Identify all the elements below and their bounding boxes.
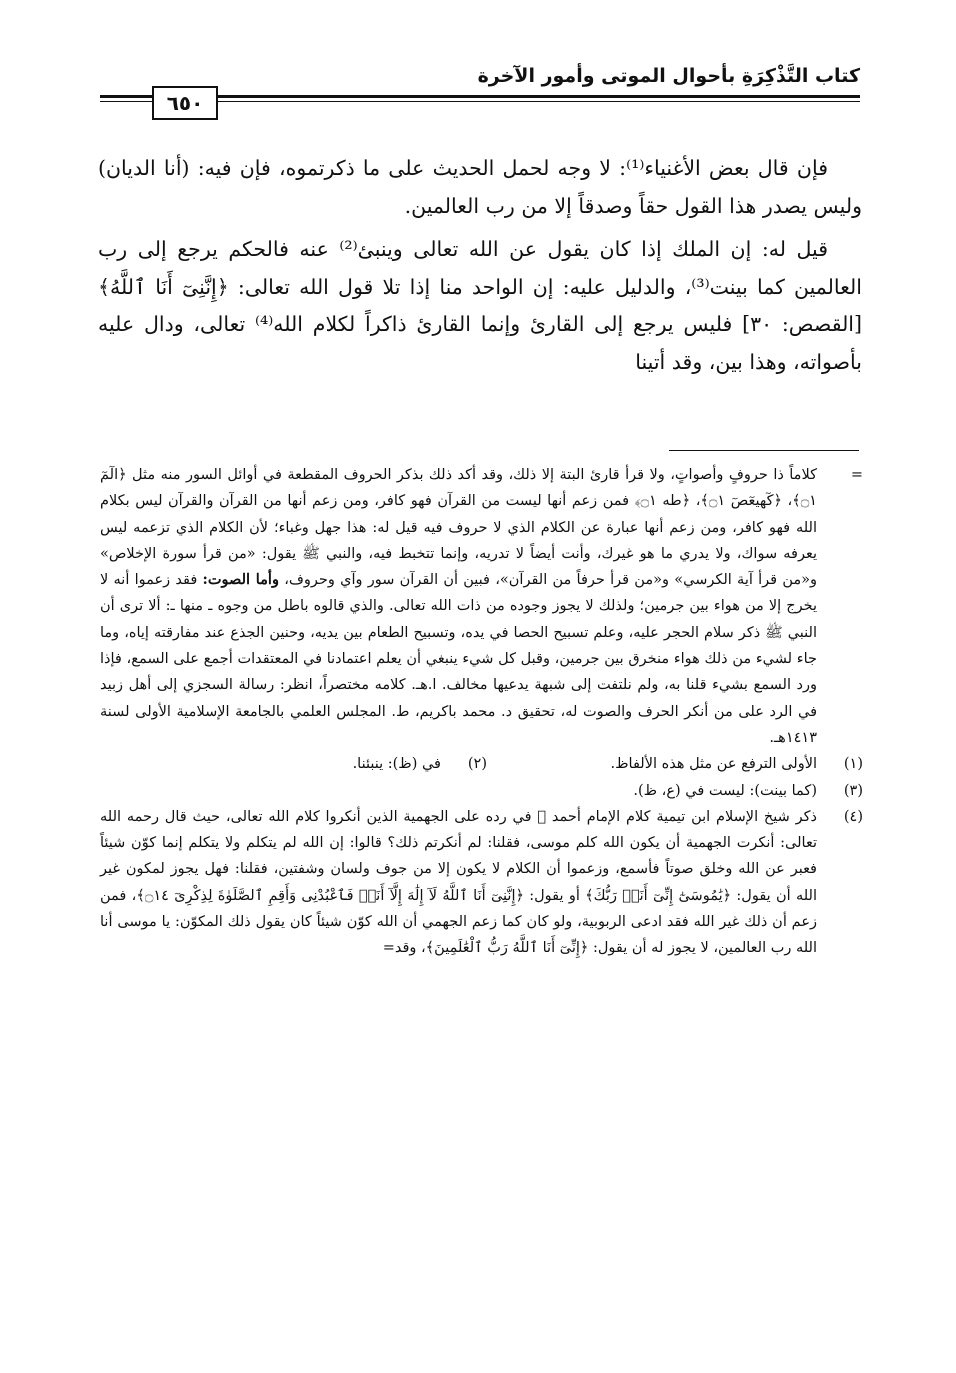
footnote-3 (100, 778, 863, 804)
footnote-continuation (100, 462, 863, 751)
footnote-divider (669, 450, 859, 451)
continuation-text-b: فقد زعموا أنه لا يخرج إلا من هواء بين جرمين؛ ولذلك لا يجوز وجوده من ذات الله تعالى. والذي قالوه باطل من وجوه ـ منها ـ: ألا ترى أن النبي ﷺ ذكر سلام الحجر عليه، وعلم تسبيح الحصا في يده، وتسبيح الطعام بين يديه، وحنين الجذع عند مفارقته إياه، وما جاء لشيء من ذلك هواء منخرق بين جرمين، وقبل كل شيء ينبغي أن يعلم اعتمادنا في المعتقدات أجمع على السمع، فإذا ورد السمع بشيء قلنا به، ولم نلتفت إلى شبهة يدعيها مخالف. ا.هـ. كلامه مختصراً، انظر: رسالة السجزي إلى أهل زبيد في الرد على من أنكر الحرف والصوت له، تحقيق د. محمد باكريم، ط. المجلس العلمي بالجامعة الإسلامية الأولى لسنة ١٤١٣هـ. (100, 572, 817, 746)
footnote-4-number: (٤) (843, 808, 863, 825)
footnote-1-number: (١) (843, 756, 863, 773)
continuation-bold: وأما الصوت: (202, 571, 279, 589)
continuation-marker: = (850, 467, 863, 483)
footnote-4 (100, 804, 863, 962)
footnotes (100, 462, 863, 962)
book-title: كتاب التَّذْكِرَةِ بأحوال الموتى وأمور الآخرة (477, 65, 860, 87)
footnote-3-number: (٣) (843, 782, 863, 799)
footnote-2 (353, 751, 487, 777)
paragraph-2: قيل له: إن الملك إذا كان يقول عن الله تعالى وينبئ⁽²⁾ عنه فالحكم يرجع إلى رب العالمين كما بينت⁽³⁾، والدليل عليه: إن الواحد منا إذا تلا قول الله تعالى: ﴿إِنَّنِىٓ أَنَا ٱللَّهُ﴾ [القصص: ٣٠] فليس يرجع إلى القارئ وإنما القارئ ذاكراً لكلام الله⁽⁴⁾ تعالى، ودال عليه بأصواته، وهذا بين، وقد أتينا (98, 237, 863, 374)
footnote-2-text: في (ظ): ينبئنا. (352, 756, 441, 773)
continuation-text-a: كلاماً ذا حروفٍ وأصواتٍ، ولا قرأ قارئ البتة إلا ذلك، وقد أكد ذلك بذكر الحروف المقطعة في أوائل السور منه مثل ﴿الٓمٓ ۝١﴾، ﴿كٓهيعٓصٓ ۝١﴾، ﴿طه ۝١﴾ فمن زعم أنها ليست من القرآن فهو كافر، ومن زعم أنها من القرآن والقرآن ليس بكلام الله فهو كافر، ومن زعم أنها عبارة عن الكلام الذي لا حروف فيه قيل له: هذا جهل وغباء؛ لأن الكلام الذي تزعمه ليس يعرفه سواك، ولا يدري ما هو غيرك، وأنت أيضاً لا تدريه، وإنما تتخبط فيه، والنبي ﷺ يقول: «من قرأ سورة الإخلاص» و«من قرأ آية الكرسي» و«من قرأ حرفاً من القرآن»، فبين أن القرآن سور وآي وحروف، (100, 467, 818, 589)
paragraph-1: فإن قال بعض الأغنياء⁽¹⁾: لا وجه لحمل الحديث على ما ذكرتموه، فإن فيه: (أنا الديان) وليس يصدر هذا القول حقاً وصدقاً إلا من رب العالمين. (98, 156, 862, 218)
footnote-2-number: (٢) (467, 756, 487, 773)
footnote-3-text: (كما بينت): ليست في (ع، ظ). (633, 782, 817, 799)
footnote-1-text: الأولى الترفع عن مثل هذه الألفاظ. (610, 756, 817, 773)
footnote-1 (487, 751, 863, 777)
page-header (100, 62, 860, 126)
footnote-row-1-2 (100, 751, 863, 777)
page-number: ٦٥٠ (152, 86, 218, 120)
main-text (98, 150, 862, 387)
footnote-4-text: ذكر شيخ الإسلام ابن تيمية كلام الإمام أحمد ؒ في رده على الجهمية الذين أنكروا كلام الله تعالى، حيث قال رحمه الله تعالى: أنكرت الجهمية أن يكون الله كلم موسى، فقلنا: لم أنكرتم ذلك؟ قالوا: إن الله لم يتكلم ولا يتكلم إنما كوّن شيئاً فعبر عن الله وخلق صوتاً فأسمع، وزعموا أن الكلام لا يكون إلا من جوف ولسان وشفتين، فقلنا: فهل يجوز لمكون غير الله أن يقول: ﴿يَٰمُوسَىٰٓ إِنِّىٓ أَنَا۠ رَبُّكَ﴾ أو يقول: ﴿إِنَّنِىٓ أَنَا ٱللَّهُ لَآ إِلَٰهَ إِلَّآ أَنَا۠ فَٱعْبُدْنِى وَأَقِمِ ٱلصَّلَوٰةَ لِذِكْرِىٓ ۝١٤﴾، فمن زعم أن ذلك غير الله فقد ادعى الربوبية، ولو كان كما زعم الجهمي أن الله كوّن شيئاً كان يقول ذلك المكوّن: يا موسى أنا الله رب العالمين، لا يجوز له أن يقول: ﴿إِنِّىٓ أَنَا ٱللَّهُ رَبُّ ٱلْعَٰلَمِينَ﴾، وقد= (100, 808, 817, 957)
